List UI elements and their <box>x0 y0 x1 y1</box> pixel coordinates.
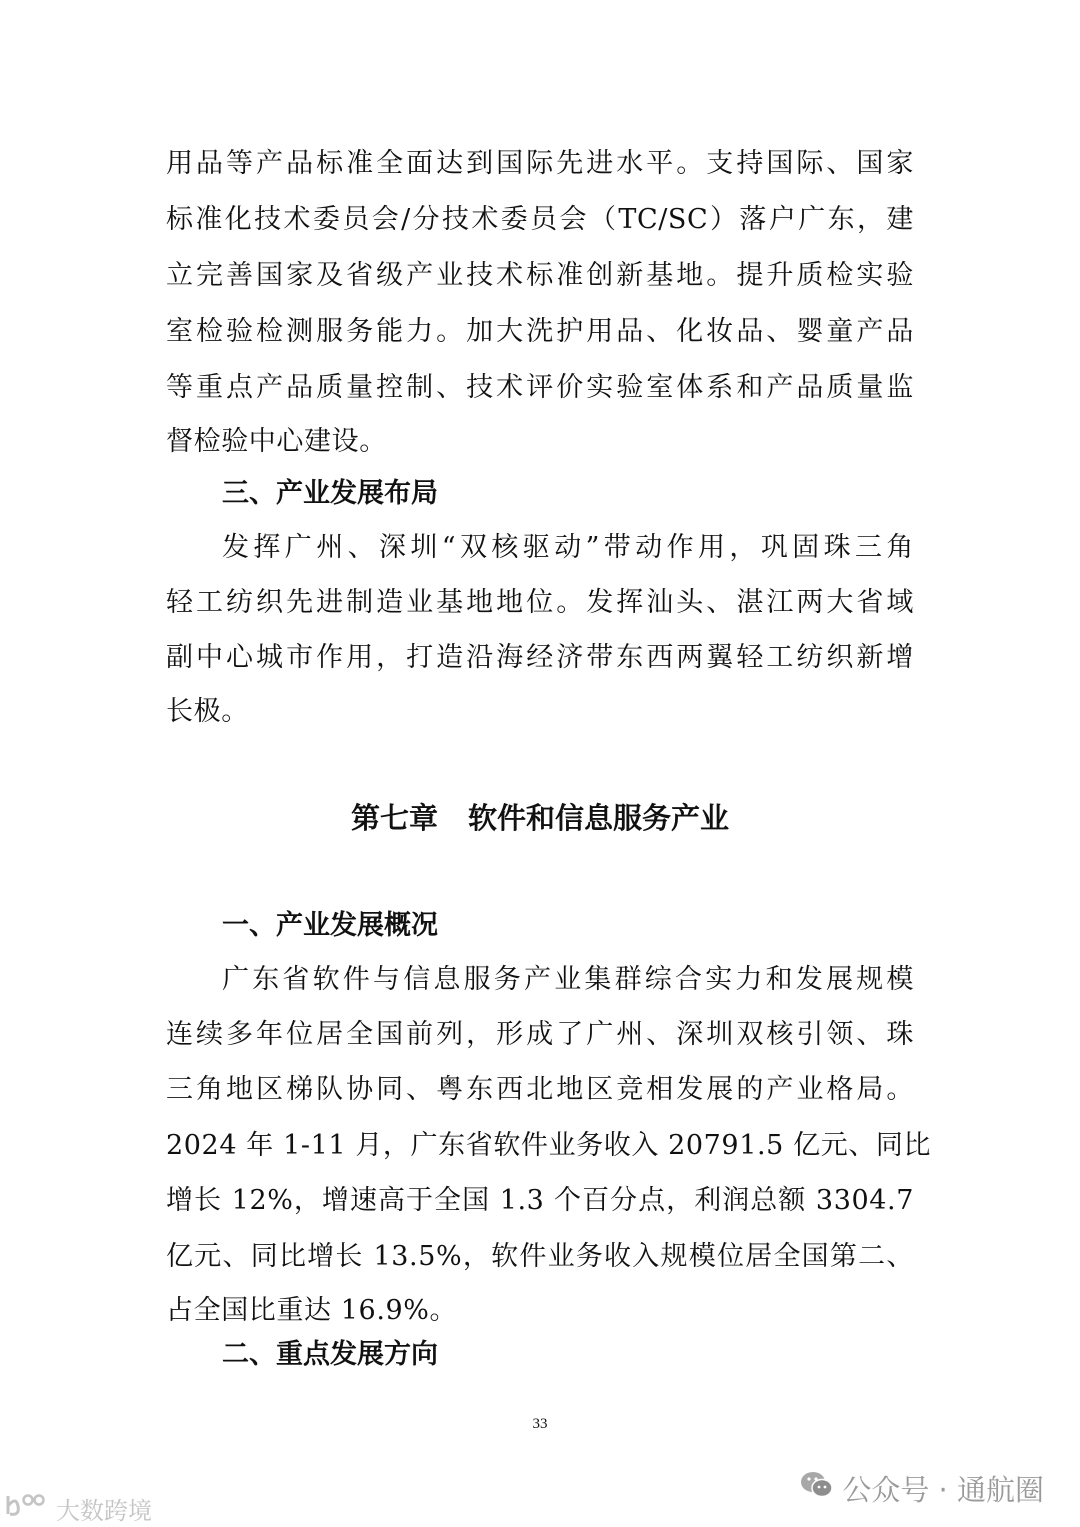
paragraph-line: 立完善国家及省级产业技术标准创新基地。提升质检实验 <box>166 260 914 291</box>
paragraph-line: 标准化技术委员会/分技术委员会（TC/SC）落户广东，建 <box>166 204 914 235</box>
paragraph-line: 轻工纺织先进制造业基地地位。发挥汕头、湛江两大省域 <box>166 587 914 618</box>
wechat-icon <box>800 1470 834 1507</box>
section-heading: 三、产业发展布局 <box>222 478 438 509</box>
chapter-title <box>0 798 1080 838</box>
chapter-number: 第七章 <box>350 801 438 835</box>
paragraph-line: 连续多年位居全国前列，形成了广州、深圳双核引领、珠 <box>166 1019 914 1050</box>
watermark-text: 大数跨境 <box>56 1497 152 1525</box>
paragraph-line: 室检验检测服务能力。加大洗护用品、化妆品、婴童产品 <box>166 316 914 347</box>
paragraph-line: 副中心城市作用，打造沿海经济带东西两翼轻工纺织新增 <box>166 642 914 673</box>
paragraph-line: 用品等产品标准全面达到国际先进水平。支持国际、国家 <box>166 148 914 179</box>
paragraph-line: 增长 12%，增速高于全国 1.3 个百分点，利润总额 3304.7 <box>166 1185 914 1216</box>
page-number: 33 <box>532 1416 548 1432</box>
paragraph-line: 亿元、同比增长 13.5%，软件业务收入规模位居全国第二、 <box>166 1241 914 1272</box>
watermark-wechat <box>800 1468 1044 1509</box>
watermark-brand <box>4 1491 152 1526</box>
paragraph-line: 三角地区梯队协同、粤东西北地区竞相发展的产业格局。 <box>166 1074 914 1105</box>
paragraph-line: 占全国比重达 16.9%。 <box>166 1295 458 1326</box>
section-heading: 二、重点发展方向 <box>222 1339 438 1370</box>
section-heading: 一、产业发展概况 <box>222 910 438 941</box>
watermark-text: 公众号 · 通航圈 <box>842 1473 1044 1507</box>
paragraph-line: 长极。 <box>166 696 249 727</box>
paragraph-line: 督检验中心建设。 <box>166 426 387 457</box>
paragraph-line: 等重点产品质量控制、技术评价实验室体系和产品质量监 <box>166 372 914 403</box>
paragraph-line: 2024 年 1-11 月，广东省软件业务收入 20791.5 亿元、同比 <box>166 1130 932 1161</box>
logo-icon <box>4 1492 50 1526</box>
chapter-name: 软件和信息服务产业 <box>468 801 730 835</box>
paragraph-line: 广东省软件与信息服务产业集群综合实力和发展规模 <box>222 964 914 995</box>
paragraph-line: 发挥广州、深圳“双核驱动”带动作用，巩固珠三角 <box>222 532 914 563</box>
